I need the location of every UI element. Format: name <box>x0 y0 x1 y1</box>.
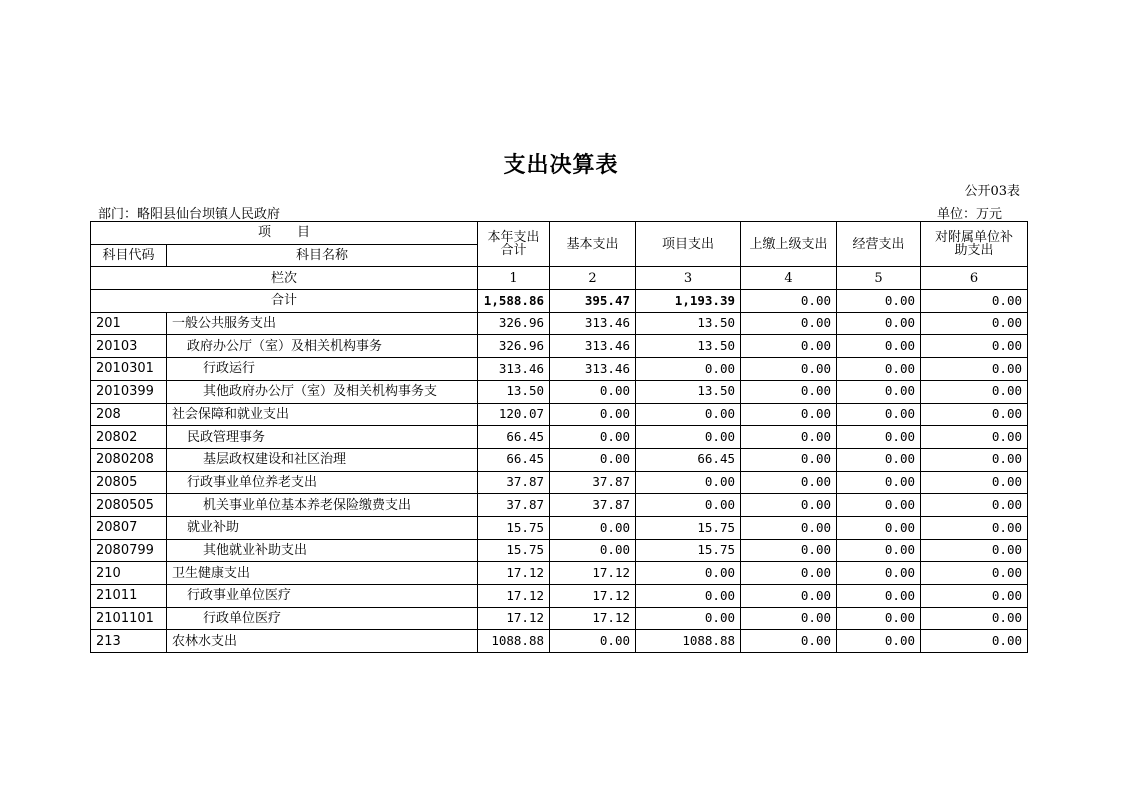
department-label: 部门：略阳县仙台坝镇人民政府 <box>98 207 281 222</box>
amount-cell: 0.00 <box>741 585 837 608</box>
amount-cell: 15.75 <box>478 516 550 539</box>
amount-cell: 0.00 <box>921 585 1028 608</box>
amount-cell: 0.00 <box>921 380 1028 403</box>
amount-cell: 0.00 <box>550 403 636 426</box>
amount-cell: 0.00 <box>636 585 741 608</box>
subject-code: 21011 <box>91 585 167 608</box>
amount-cell: 17.12 <box>478 562 550 585</box>
amount-cell: 0.00 <box>636 607 741 630</box>
header-row-1 <box>91 222 1028 245</box>
column-number-row <box>91 267 1028 290</box>
amount-cell: 0.00 <box>741 607 837 630</box>
subject-code: 201 <box>91 312 167 335</box>
table-row <box>91 562 1028 585</box>
subject-name: 民政管理事务 <box>167 426 478 449</box>
expenditure-table <box>90 221 1028 653</box>
amount-cell: 37.87 <box>478 471 550 494</box>
table-row <box>91 312 1028 335</box>
table-row <box>91 358 1028 381</box>
amount-cell: 0.00 <box>921 312 1028 335</box>
table-row <box>91 494 1028 517</box>
table-row <box>91 607 1028 630</box>
header-basic: 基本支出 <box>550 222 636 267</box>
amount-cell: 0.00 <box>837 630 921 653</box>
amount-cell: 0.00 <box>741 516 837 539</box>
amount-cell: 17.12 <box>478 607 550 630</box>
subject-code: 20807 <box>91 516 167 539</box>
amount-cell: 0.00 <box>837 494 921 517</box>
amount-cell: 37.87 <box>550 471 636 494</box>
total-value: 395.47 <box>550 290 636 313</box>
amount-cell: 0.00 <box>741 403 837 426</box>
amount-cell: 0.00 <box>741 380 837 403</box>
table-row <box>91 448 1028 471</box>
column-label: 栏次 <box>91 267 478 290</box>
amount-cell: 0.00 <box>741 335 837 358</box>
subject-code: 20805 <box>91 471 167 494</box>
amount-cell: 313.46 <box>478 358 550 381</box>
page-title: 支出决算表 <box>503 153 619 178</box>
subject-code: 208 <box>91 403 167 426</box>
header-name: 科目名称 <box>167 244 478 267</box>
amount-cell: 0.00 <box>550 539 636 562</box>
amount-cell: 15.75 <box>478 539 550 562</box>
subject-name: 卫生健康支出 <box>167 562 478 585</box>
subject-code: 2080208 <box>91 448 167 471</box>
amount-cell: 0.00 <box>921 358 1028 381</box>
subject-code: 20103 <box>91 335 167 358</box>
table-row <box>91 471 1028 494</box>
amount-cell: 13.50 <box>636 380 741 403</box>
amount-cell: 0.00 <box>741 358 837 381</box>
table-row <box>91 426 1028 449</box>
column-number: 4 <box>741 267 837 290</box>
amount-cell: 15.75 <box>636 516 741 539</box>
header-total: 本年支出 合计 <box>478 222 550 267</box>
amount-cell: 0.00 <box>636 358 741 381</box>
table-row <box>91 630 1028 653</box>
subject-name: 其他政府办公厅（室）及相关机构事务支 <box>167 380 478 403</box>
table-row <box>91 380 1028 403</box>
form-number: 公开03表 <box>964 184 1020 199</box>
amount-cell: 0.00 <box>921 562 1028 585</box>
subject-name: 行政事业单位医疗 <box>167 585 478 608</box>
subject-name: 机关事业单位基本养老保险缴费支出 <box>167 494 478 517</box>
subject-code: 2080799 <box>91 539 167 562</box>
amount-cell: 0.00 <box>741 630 837 653</box>
amount-cell: 0.00 <box>837 448 921 471</box>
amount-cell: 0.00 <box>837 335 921 358</box>
subject-code: 213 <box>91 630 167 653</box>
subject-code: 210 <box>91 562 167 585</box>
total-value: 0.00 <box>921 290 1028 313</box>
amount-cell: 0.00 <box>837 403 921 426</box>
total-label: 合计 <box>91 290 478 313</box>
table-row <box>91 585 1028 608</box>
amount-cell: 0.00 <box>837 607 921 630</box>
column-number: 1 <box>478 267 550 290</box>
amount-cell: 0.00 <box>921 403 1028 426</box>
table-row <box>91 335 1028 358</box>
unit-label: 单位：万元 <box>937 207 1003 222</box>
amount-cell: 13.50 <box>478 380 550 403</box>
amount-cell: 326.96 <box>478 335 550 358</box>
amount-cell: 0.00 <box>636 471 741 494</box>
amount-cell: 0.00 <box>636 403 741 426</box>
table-row <box>91 539 1028 562</box>
header-project: 项目支出 <box>636 222 741 267</box>
amount-cell: 313.46 <box>550 335 636 358</box>
amount-cell: 13.50 <box>636 335 741 358</box>
table-row <box>91 516 1028 539</box>
amount-cell: 0.00 <box>636 426 741 449</box>
amount-cell: 0.00 <box>837 585 921 608</box>
amount-cell: 0.00 <box>636 562 741 585</box>
subject-code: 20802 <box>91 426 167 449</box>
table-row <box>91 403 1028 426</box>
amount-cell: 0.00 <box>741 562 837 585</box>
amount-cell: 17.12 <box>550 562 636 585</box>
amount-cell: 313.46 <box>550 358 636 381</box>
amount-cell: 0.00 <box>837 380 921 403</box>
amount-cell: 0.00 <box>837 516 921 539</box>
amount-cell: 0.00 <box>837 562 921 585</box>
subject-name: 社会保障和就业支出 <box>167 403 478 426</box>
subject-name: 其他就业补助支出 <box>167 539 478 562</box>
total-value: 0.00 <box>837 290 921 313</box>
amount-cell: 66.45 <box>636 448 741 471</box>
header-business: 经营支出 <box>837 222 921 267</box>
amount-cell: 0.00 <box>741 494 837 517</box>
amount-cell: 0.00 <box>921 630 1028 653</box>
amount-cell: 326.96 <box>478 312 550 335</box>
total-row <box>91 290 1028 313</box>
amount-cell: 0.00 <box>921 494 1028 517</box>
subject-name: 行政运行 <box>167 358 478 381</box>
column-number: 6 <box>921 267 1028 290</box>
amount-cell: 0.00 <box>741 312 837 335</box>
amount-cell: 15.75 <box>636 539 741 562</box>
subject-name: 行政单位医疗 <box>167 607 478 630</box>
amount-cell: 0.00 <box>921 471 1028 494</box>
amount-cell: 13.50 <box>636 312 741 335</box>
header-subsidy: 对附属单位补 助支出 <box>921 222 1028 267</box>
amount-cell: 0.00 <box>741 448 837 471</box>
amount-cell: 0.00 <box>741 426 837 449</box>
subject-name: 就业补助 <box>167 516 478 539</box>
amount-cell: 0.00 <box>741 471 837 494</box>
subject-name: 基层政权建设和社区治理 <box>167 448 478 471</box>
column-number: 3 <box>636 267 741 290</box>
amount-cell: 0.00 <box>921 607 1028 630</box>
subject-code: 2080505 <box>91 494 167 517</box>
amount-cell: 0.00 <box>550 630 636 653</box>
amount-cell: 0.00 <box>550 426 636 449</box>
total-value: 0.00 <box>741 290 837 313</box>
amount-cell: 120.07 <box>478 403 550 426</box>
amount-cell: 0.00 <box>837 358 921 381</box>
amount-cell: 0.00 <box>921 448 1028 471</box>
amount-cell: 0.00 <box>921 539 1028 562</box>
amount-cell: 1088.88 <box>478 630 550 653</box>
amount-cell: 66.45 <box>478 448 550 471</box>
header-code: 科目代码 <box>91 244 167 267</box>
column-number: 2 <box>550 267 636 290</box>
subject-code: 2010399 <box>91 380 167 403</box>
amount-cell: 0.00 <box>921 516 1028 539</box>
amount-cell: 1088.88 <box>636 630 741 653</box>
amount-cell: 37.87 <box>478 494 550 517</box>
header-item: 项 目 <box>91 222 478 245</box>
column-number: 5 <box>837 267 921 290</box>
amount-cell: 17.12 <box>550 585 636 608</box>
header-upper: 上缴上级支出 <box>741 222 837 267</box>
amount-cell: 0.00 <box>837 426 921 449</box>
amount-cell: 17.12 <box>550 607 636 630</box>
subject-name: 政府办公厅（室）及相关机构事务 <box>167 335 478 358</box>
subject-code: 2101101 <box>91 607 167 630</box>
subject-code: 2010301 <box>91 358 167 381</box>
amount-cell: 0.00 <box>636 494 741 517</box>
amount-cell: 0.00 <box>741 539 837 562</box>
total-value: 1,193.39 <box>636 290 741 313</box>
subject-name: 农林水支出 <box>167 630 478 653</box>
total-value: 1,588.86 <box>478 290 550 313</box>
amount-cell: 17.12 <box>478 585 550 608</box>
amount-cell: 0.00 <box>921 426 1028 449</box>
subject-name: 一般公共服务支出 <box>167 312 478 335</box>
amount-cell: 37.87 <box>550 494 636 517</box>
amount-cell: 0.00 <box>921 335 1028 358</box>
amount-cell: 0.00 <box>837 312 921 335</box>
amount-cell: 0.00 <box>837 471 921 494</box>
subject-name: 行政事业单位养老支出 <box>167 471 478 494</box>
amount-cell: 313.46 <box>550 312 636 335</box>
amount-cell: 66.45 <box>478 426 550 449</box>
amount-cell: 0.00 <box>550 448 636 471</box>
amount-cell: 0.00 <box>550 380 636 403</box>
amount-cell: 0.00 <box>550 516 636 539</box>
amount-cell: 0.00 <box>837 539 921 562</box>
